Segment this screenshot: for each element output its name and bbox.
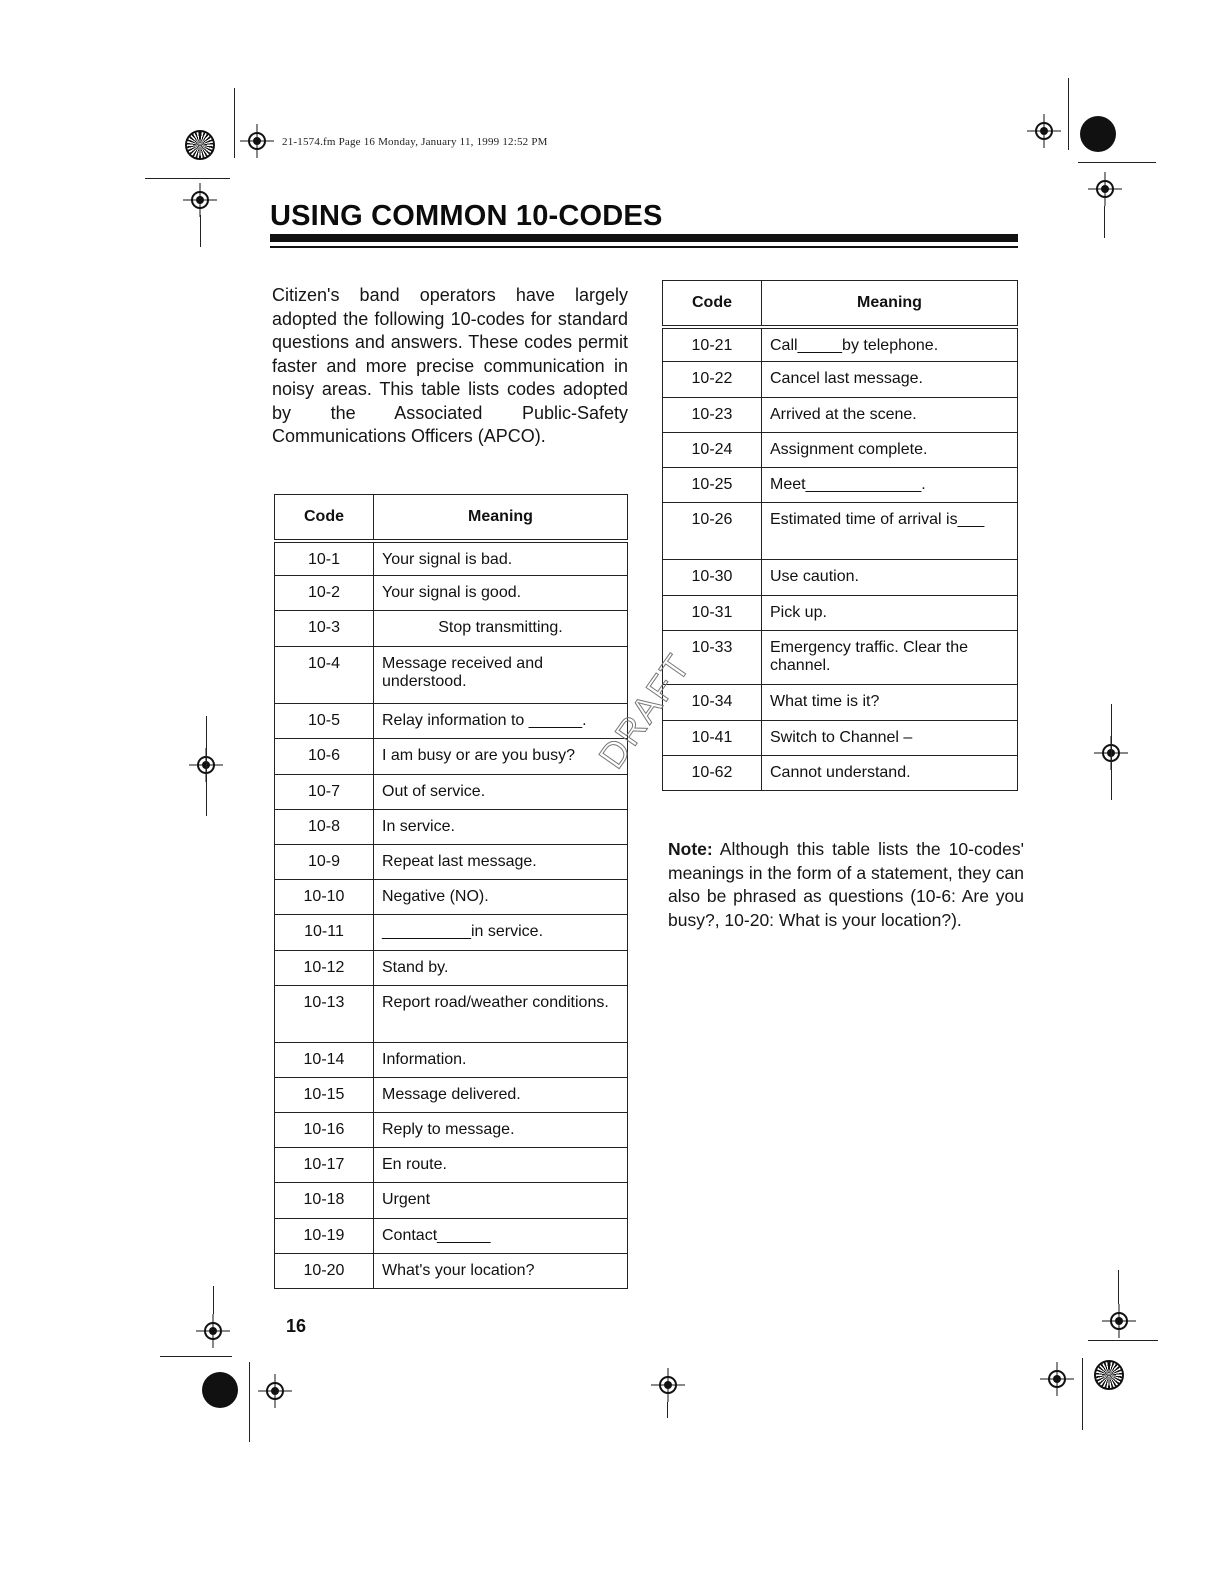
code-cell: 10-12 — [275, 951, 374, 986]
meaning-cell: Stand by. — [374, 951, 628, 986]
table-row — [275, 915, 628, 951]
table-row — [663, 468, 1018, 503]
meaning-cell: Call_____by telephone. — [762, 327, 1018, 362]
meaning-cell: Message delivered. — [374, 1078, 628, 1113]
meaning-cell: En route. — [374, 1148, 628, 1183]
code-cell: 10-41 — [663, 721, 762, 756]
meaning-cell: Cannot understand. — [762, 756, 1018, 791]
code-cell: 10-16 — [275, 1113, 374, 1148]
code-cell: 10-7 — [275, 775, 374, 810]
meaning-cell: Report road/weather conditions. — [374, 986, 628, 1043]
table-row — [663, 560, 1018, 596]
crop-line — [1118, 1270, 1119, 1304]
codes-table-right — [662, 280, 1018, 791]
file-header: 21-1574.fm Page 16 Monday, January 11, 1999 12:52 PM — [282, 136, 548, 148]
crosshair-icon — [1102, 1304, 1136, 1338]
table-row — [663, 721, 1018, 756]
code-cell: 10-4 — [275, 647, 374, 704]
crop-line — [249, 1362, 250, 1442]
meaning-cell: Your signal is good. — [374, 576, 628, 611]
crop-line — [200, 215, 201, 247]
meaning-cell: Negative (NO). — [374, 880, 628, 915]
crosshair-icon — [1040, 1362, 1074, 1396]
code-cell: 10-25 — [663, 468, 762, 503]
code-cell: 10-18 — [275, 1183, 374, 1219]
table-header-row — [663, 281, 1018, 327]
codes-table-left — [274, 494, 628, 1289]
code-cell: 10-8 — [275, 810, 374, 845]
meaning-cell: Reply to message. — [374, 1113, 628, 1148]
table-row — [275, 704, 628, 739]
table-row — [275, 647, 628, 704]
registration-starburst-icon — [1094, 1360, 1124, 1390]
table-row — [275, 986, 628, 1043]
code-cell: 10-15 — [275, 1078, 374, 1113]
crosshair-icon — [183, 183, 217, 217]
meaning-cell: Your signal is bad. — [374, 541, 628, 576]
column-header-code: Code — [275, 495, 374, 541]
page-title: USING COMMON 10-CODES — [270, 200, 663, 232]
table-header-row — [275, 495, 628, 541]
code-cell: 10-5 — [275, 704, 374, 739]
table-row — [275, 576, 628, 611]
meaning-cell: Switch to Channel – — [762, 721, 1018, 756]
code-cell: 10-33 — [663, 631, 762, 685]
code-cell: 10-62 — [663, 756, 762, 791]
table-row — [275, 1183, 628, 1219]
code-cell: 10-26 — [663, 503, 762, 560]
crop-line — [1068, 78, 1069, 150]
meaning-cell: Emergency traffic. Clear the channel. — [762, 631, 1018, 685]
table-row — [663, 398, 1018, 433]
table-row — [275, 1113, 628, 1148]
meaning-cell: Urgent — [374, 1183, 628, 1219]
table-row — [275, 1148, 628, 1183]
meaning-cell: What's your location? — [374, 1254, 628, 1289]
table-row — [663, 631, 1018, 685]
meaning-cell: Arrived at the scene. — [762, 398, 1018, 433]
table-row — [275, 1254, 628, 1289]
code-cell: 10-1 — [275, 541, 374, 576]
crop-line — [234, 88, 235, 158]
table-row — [275, 845, 628, 880]
code-cell: 10-2 — [275, 576, 374, 611]
meaning-cell: In service. — [374, 810, 628, 845]
meaning-cell: Repeat last message. — [374, 845, 628, 880]
intro-paragraph: Citizen's band operators have largely adopted the following 10-codes for standard questions and answers. These codes permit faster and more precise communication in noisy areas. This table lists codes adopted by the Associated Public-Safety Communications Officers (APCO). — [272, 285, 628, 446]
note-paragraph — [668, 838, 1024, 932]
note-label: Note: — [668, 839, 713, 859]
code-cell: 10-30 — [663, 560, 762, 596]
meaning-cell: Information. — [374, 1043, 628, 1078]
table-row — [663, 756, 1018, 791]
crop-line — [667, 1402, 668, 1418]
meaning-cell: Contact______ — [374, 1219, 628, 1254]
crosshair-icon — [240, 124, 274, 158]
table-row — [275, 739, 628, 775]
code-cell: 10-24 — [663, 433, 762, 468]
table-row — [275, 541, 628, 576]
table-row — [663, 596, 1018, 631]
table-row — [663, 362, 1018, 398]
registration-dot-icon — [202, 1372, 238, 1408]
crosshair-icon — [1088, 172, 1122, 206]
code-cell: 10-23 — [663, 398, 762, 433]
registration-dot-icon — [1080, 116, 1116, 152]
title-rule — [270, 234, 1018, 242]
code-cell: 10-17 — [275, 1148, 374, 1183]
meaning-cell: Cancel last message. — [762, 362, 1018, 398]
meaning-cell: Pick up. — [762, 596, 1018, 631]
title-rule-thin — [270, 246, 1018, 248]
crop-line — [160, 1356, 232, 1357]
table-row — [275, 775, 628, 810]
meaning-cell: Estimated time of arrival is___ — [762, 503, 1018, 560]
table-row — [663, 685, 1018, 721]
meaning-cell: __________in service. — [374, 915, 628, 951]
table-row — [663, 433, 1018, 468]
meaning-cell: Stop transmitting. — [374, 611, 628, 647]
table-row — [275, 880, 628, 915]
crop-line — [1088, 1340, 1158, 1341]
meaning-cell: Message received and understood. — [374, 647, 628, 704]
code-cell: 10-14 — [275, 1043, 374, 1078]
crop-line — [213, 1286, 214, 1314]
meaning-cell: I am busy or are you busy? — [374, 739, 628, 775]
code-cell: 10-34 — [663, 685, 762, 721]
table-row — [275, 951, 628, 986]
code-cell: 10-13 — [275, 986, 374, 1043]
column-header-meaning: Meaning — [374, 495, 628, 541]
code-cell: 10-6 — [275, 739, 374, 775]
code-cell: 10-9 — [275, 845, 374, 880]
table-row — [275, 1078, 628, 1113]
crop-line — [145, 178, 230, 179]
code-cell: 10-10 — [275, 880, 374, 915]
page-number: 16 — [286, 1316, 307, 1336]
code-cell: 10-3 — [275, 611, 374, 647]
table-row — [663, 503, 1018, 560]
crop-line — [1111, 704, 1112, 800]
crosshair-icon — [196, 1314, 230, 1348]
meaning-cell: Out of service. — [374, 775, 628, 810]
crop-line — [1082, 1358, 1083, 1430]
meaning-cell: What time is it? — [762, 685, 1018, 721]
table-row — [275, 611, 628, 647]
crop-line — [206, 716, 207, 816]
code-cell: 10-11 — [275, 915, 374, 951]
table-row — [275, 810, 628, 845]
column-header-code: Code — [663, 281, 762, 327]
table-row — [275, 1219, 628, 1254]
crosshair-icon — [651, 1368, 685, 1402]
draft-watermark: DRAFT — [590, 645, 699, 776]
table-row — [663, 327, 1018, 362]
meaning-cell: Use caution. — [762, 560, 1018, 596]
table-row — [275, 1043, 628, 1078]
code-cell: 10-21 — [663, 327, 762, 362]
meaning-cell: Relay information to ______. — [374, 704, 628, 739]
meaning-cell: Assignment complete. — [762, 433, 1018, 468]
code-cell: 10-31 — [663, 596, 762, 631]
code-cell: 10-22 — [663, 362, 762, 398]
crop-line — [1104, 206, 1105, 238]
note-text: Although this table lists the 10-codes' meanings in the form of a statement, they can also be phrased as questions (10-6: Are you busy?, 10-20: What is your location?). — [668, 839, 1024, 930]
meaning-cell: Meet_____________. — [762, 468, 1018, 503]
registration-starburst-icon — [185, 130, 215, 160]
code-cell: 10-19 — [275, 1219, 374, 1254]
column-header-meaning: Meaning — [762, 281, 1018, 327]
crosshair-icon — [258, 1374, 292, 1408]
crosshair-icon — [1027, 114, 1061, 148]
crop-line — [1078, 162, 1156, 163]
code-cell: 10-20 — [275, 1254, 374, 1289]
